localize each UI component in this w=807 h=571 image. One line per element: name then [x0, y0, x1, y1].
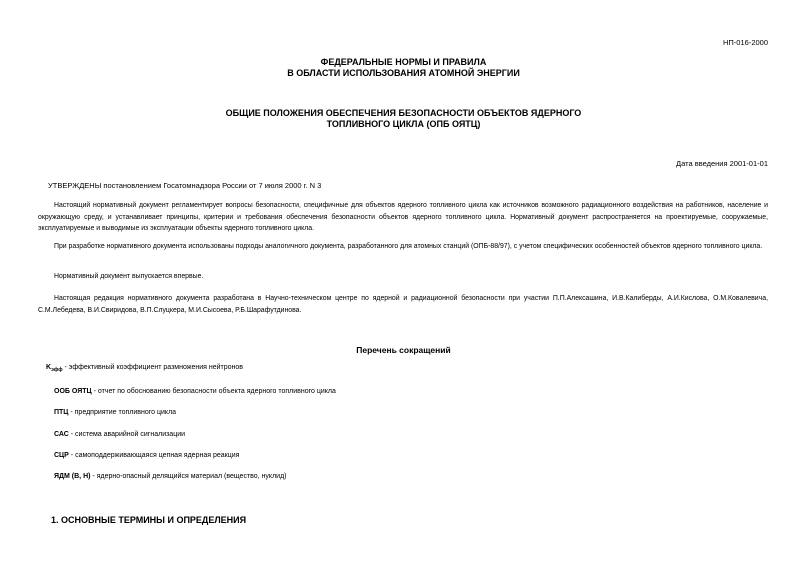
abbreviation-definition: - система аварийной сигнализации — [68, 431, 186, 438]
abbreviations-title: Перечень сокращений — [356, 345, 451, 355]
abbreviation-definition: - отчет по обоснованию безопасности объекта ядерного топливного цикла — [91, 388, 336, 395]
paragraph-sources: При разработке нормативного документа использованы подходы аналогичного документа, разработанного для атомных станций (ОПБ-88/97), с учетом специфических особенностей объектов ядерного топливного цикла. — [54, 243, 763, 250]
paragraph-scope: Настоящий нормативный документ регламентирует вопросы безопасности, специфичные для объектов ядерного топливного цикла как источников возможного радиационного воздействия на работников, население и окружающую среду, и устанавливает принципы, критерии и требования обеспечения безопасности объектов ядерного топливного цикла. Нормативный документ распространяется на проектируемые, сооружаемые, эксплуатируемые и выводимые из эксплуатации объекты ядерного топливного цикла. — [38, 202, 768, 232]
abbreviation-definition: - эффективный коэффициент размножения нейтронов — [62, 364, 244, 371]
document-code: НП-016-2000 — [723, 38, 768, 47]
abbreviation-item — [54, 452, 239, 459]
effective-date: Дата введения 2001-01-01 — [676, 159, 768, 168]
abbreviation-definition: - ядерно-опасный делящийся материал (вещество, нуклид) — [90, 473, 287, 480]
abbreviation-definition: - предприятие топливного цикла — [68, 409, 177, 416]
abbreviation-definition: - самоподдерживающаяся цепная ядерная реакция — [68, 452, 240, 459]
abbreviation-item — [54, 431, 185, 438]
section-heading: 1. ОСНОВНЫЕ ТЕРМИНЫ И ОПРЕДЕЛЕНИЯ — [51, 515, 247, 525]
title-line-1: ОБЩИЕ ПОЛОЖЕНИЯ ОБЕСПЕЧЕНИЯ БЕЗОПАСНОСТИ ОБЪЕКТОВ ЯДЕРНОГО — [225, 108, 582, 118]
abbreviation-item — [54, 388, 336, 395]
abbreviation-item — [46, 364, 243, 373]
paragraph-authors: Настоящая редакция нормативного документа разработана в Научно-техническом центре по ядерной и радиационной безопасности при участии П.П.Алексашина, И.В.Калиберды, А.И.Кислова, О.М.Ковалевича, С.М.Лебедева, В.И.Свиридова, В.П.Слуцкера, М.И.Сысоева, Р.Б.Шарафутдинова. — [38, 295, 768, 314]
abbreviation-item — [54, 409, 176, 416]
abbreviation-item — [54, 473, 287, 480]
abbreviation-term: ООБ ОЯТЦ — [54, 388, 92, 395]
title-line-2: ТОПЛИВНОГО ЦИКЛА (ОПБ ОЯТЦ) — [326, 119, 481, 129]
abbreviation-term: САС — [54, 431, 69, 438]
paragraph-first-edition: Нормативный документ выпускается впервые. — [54, 273, 204, 280]
abbreviation-term: СЦР — [54, 452, 69, 459]
abbreviation-term: ЯДМ (В, Н) — [54, 473, 91, 480]
document-title — [0, 108, 807, 130]
header-line-1: ФЕДЕРАЛЬНЫЕ НОРМЫ И ПРАВИЛА — [320, 57, 487, 67]
abbreviation-term: ПТЦ — [54, 409, 69, 416]
header-block — [0, 57, 807, 79]
approval-note: УТВЕРЖДЕНЫ постановлением Госатомнадзора России от 7 июля 2000 г. N 3 — [48, 181, 322, 190]
abbreviation-term: K — [46, 364, 52, 371]
abbreviation-subscript: эфф — [51, 367, 63, 373]
header-line-2: В ОБЛАСТИ ИСПОЛЬЗОВАНИЯ АТОМНОЙ ЭНЕРГИИ — [287, 68, 520, 78]
